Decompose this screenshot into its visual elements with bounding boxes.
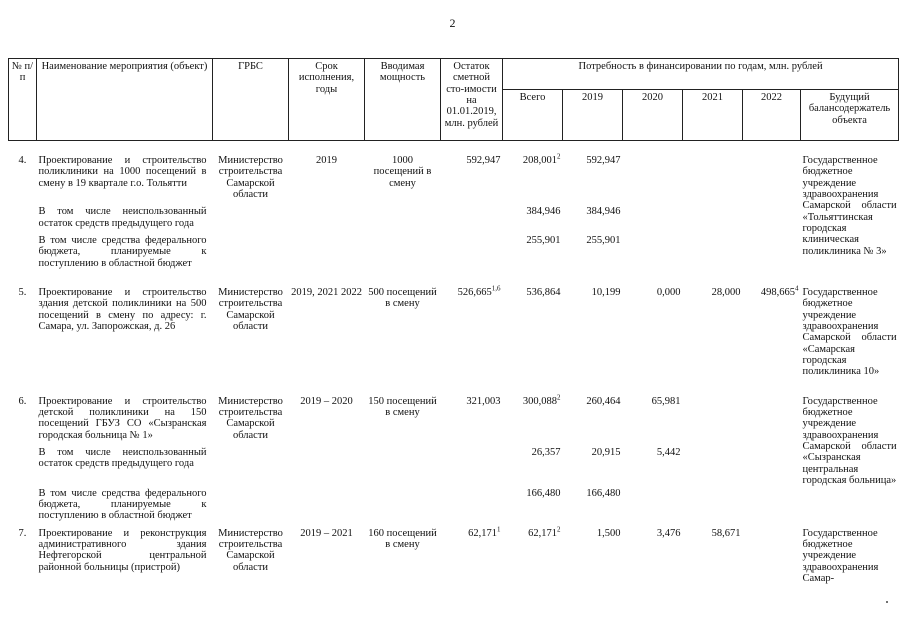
row-2021 xyxy=(683,396,743,441)
row-2022 xyxy=(743,528,801,585)
row-capacity: 150 посещений в смену xyxy=(368,395,437,418)
header-num: № п/п xyxy=(9,59,37,141)
row-total: 62,171$^2$ xyxy=(528,525,561,539)
row-2019: 592,947 xyxy=(586,155,621,166)
row-balance: 526,665$^{1,6}$ xyxy=(457,284,501,298)
row-total: 536,864 xyxy=(526,286,561,298)
table-subrow xyxy=(9,447,899,470)
table-row xyxy=(9,396,899,441)
table-body xyxy=(9,141,899,585)
header-grbs: ГРБС xyxy=(213,59,289,141)
subrow-2019: 255,901 xyxy=(586,234,621,246)
row-holder: Государственное бюджетное учреждение здравоохранения Самар- xyxy=(802,527,879,584)
header-capacity: Вводимая мощность xyxy=(365,59,441,141)
header-2022: 2022 xyxy=(743,90,801,141)
row-capacity: 1000 посещений в смену xyxy=(373,155,432,189)
row-2020: 0,000 xyxy=(656,286,681,298)
table-header xyxy=(9,59,899,141)
row-grbs: Министерство строительства Самарской области xyxy=(218,395,283,441)
row-total: 208,001$^2$ xyxy=(522,152,561,166)
row-holder: Государственное бюджетное учреждение здравоохранения Самарской области «Тольяттинская городская клиническая поликлиника № 3» xyxy=(802,155,897,257)
row-capacity: 160 посещений в смену xyxy=(368,527,437,550)
header-name: Наименование мероприятия (объект) xyxy=(37,59,213,141)
subrow-total: 255,901 xyxy=(526,234,561,246)
page-number: 2 xyxy=(449,16,456,30)
row-number: 4. xyxy=(18,155,27,166)
subrow-name: В том числе неиспользованный остаток средств предыдущего года xyxy=(38,206,207,229)
row-2019: 260,464 xyxy=(586,395,621,407)
subrow-2020: 5,442 xyxy=(656,446,681,458)
table-row xyxy=(9,528,899,585)
row-name: Проектирование и строительство детской поликлиники на 150 посещений ГБУЗ СО «Сызранская городская больница № 1» xyxy=(38,395,207,441)
row-number: 5. xyxy=(18,286,27,298)
row-term: 2019 – 2021 xyxy=(300,527,353,539)
row-grbs: Министерство строительства Самарской области xyxy=(218,286,283,332)
table-subrow xyxy=(9,235,899,269)
scan-speck xyxy=(886,601,888,603)
row-balance: 321,003 xyxy=(466,395,501,407)
header-total: Всего xyxy=(503,90,563,141)
header-2021: 2021 xyxy=(683,90,743,141)
header-2019: 2019 xyxy=(563,90,623,141)
row-2019: 10,199 xyxy=(591,286,621,298)
row-balance: 592,947 xyxy=(466,155,501,166)
table-row xyxy=(9,155,899,200)
subrow-2020 xyxy=(623,235,683,269)
row-2021 xyxy=(683,155,743,200)
row-term: 2019, 2021 2022 xyxy=(291,286,362,298)
row-holder: Государственное бюджетное учреждение здравоохранения Самарской области «Сызранская центральная городская больница» xyxy=(802,395,897,486)
row-capacity: 500 посещений в смену xyxy=(368,286,437,310)
row-2022: 498,665$^4$ xyxy=(760,284,799,298)
row-name: Проектирование и строительство здания детской поликлиники на 500 посещений в смену по адресу: г. Самара, ул. Запорожская, д. 26 xyxy=(38,286,207,332)
header-balance: Остаток сметной сто-имости на 01.01.2019, млн. рублей xyxy=(441,59,503,141)
row-number: 6. xyxy=(18,395,27,407)
row-term: 2019 xyxy=(316,155,337,166)
table-subrow xyxy=(9,206,899,229)
header-holder: Будущий балансодержатель объекта xyxy=(801,90,899,141)
subrow-name: В том числе средства федерального бюджета, планируемые к поступлению в областной бюджет xyxy=(38,234,207,269)
row-2020: 65,981 xyxy=(651,395,681,407)
row-term: 2019 – 2020 xyxy=(300,395,353,407)
row-number: 7. xyxy=(18,527,27,539)
header-2020: 2020 xyxy=(623,90,683,141)
row-2022 xyxy=(743,155,801,200)
financing-table xyxy=(8,58,899,584)
row-grbs: Министерство строительства Самарской области xyxy=(218,155,283,200)
row-2020: 3,476 xyxy=(656,527,681,539)
row-grbs: Министерство строительства Самарской области xyxy=(218,527,283,573)
row-2022 xyxy=(743,396,801,441)
row-2020 xyxy=(623,155,683,200)
row-total: 300,088$^2$ xyxy=(522,393,561,407)
row-2021: 28,000 xyxy=(711,286,741,298)
row-holder: Государственное бюджетное учреждение здравоохранения Самарской области «Самарская городская поликлиника 10» xyxy=(802,286,897,378)
row-name: Проектирование и реконструкция административного здания Нефтегорской центральной районной больницы (пристрой) xyxy=(38,527,207,573)
subrow-name: В том числе средства федерального бюджета, планируемые к поступлению в областной бюджет xyxy=(38,487,207,522)
header-term: Срок исполнения, годы xyxy=(289,59,365,141)
subrow-2020 xyxy=(623,206,683,229)
subrow-total: 26,357 xyxy=(531,446,561,458)
row-2019: 1,500 xyxy=(596,527,621,539)
subrow-total: 384,946 xyxy=(526,206,561,218)
subrow-total: 166,480 xyxy=(526,487,561,499)
row-balance: 62,171$^1$ xyxy=(468,525,501,539)
table-subrow xyxy=(9,488,899,522)
row-2021: 58,671 xyxy=(711,527,741,539)
subrow-2019: 20,915 xyxy=(591,446,621,458)
row-name: Проектирование и строительство поликлиники на 1000 посещений в смену в 19 квартале г.о. Тольятти xyxy=(38,155,207,189)
subrow-2019: 166,480 xyxy=(586,487,621,499)
subrow-name: В том числе неиспользованный остаток средств предыдущего года xyxy=(38,446,207,470)
header-need: Потребность в финансировании по годам, млн. рублей xyxy=(503,59,899,90)
subrow-2020 xyxy=(623,488,683,522)
subrow-2019: 384,946 xyxy=(586,206,621,218)
table-row xyxy=(9,287,899,378)
